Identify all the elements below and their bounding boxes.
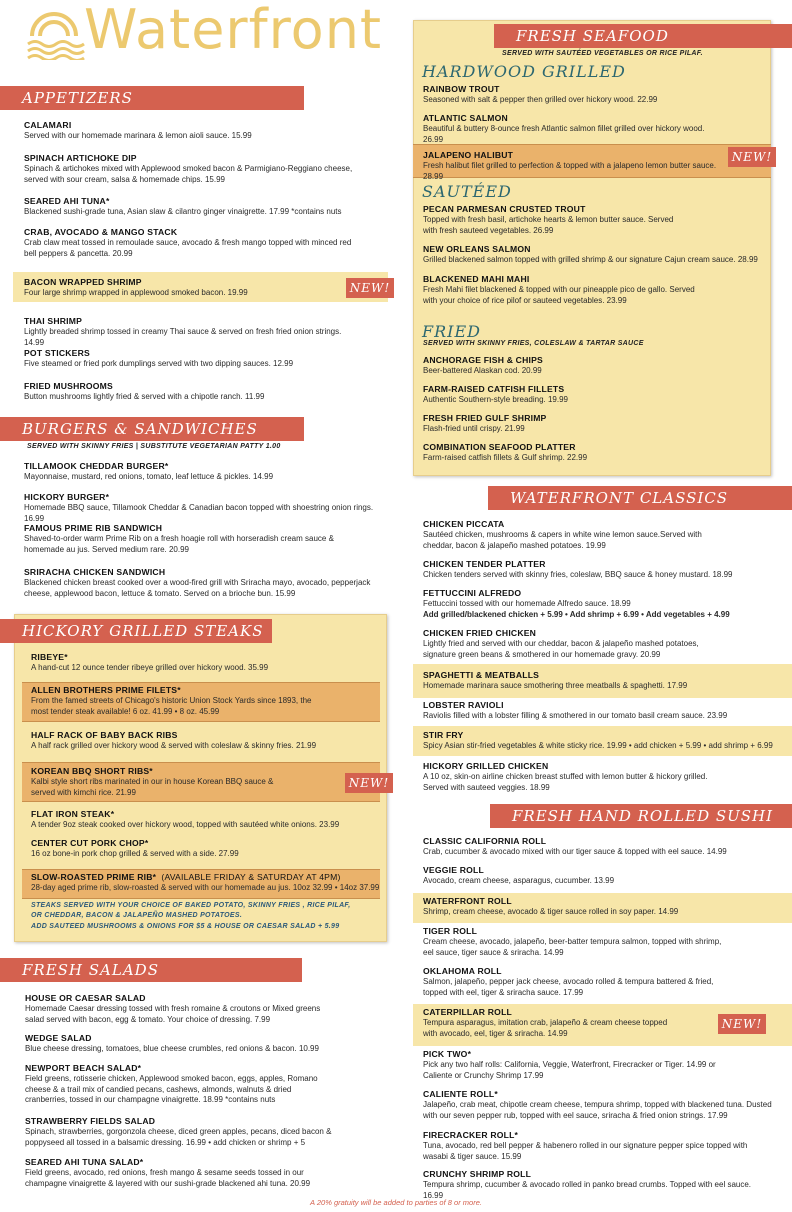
item-name: FRIED MUSHROOMS [24,381,113,391]
menu-item [423,670,788,692]
menu-item [24,227,356,259]
item-description: Mayonnaise, mustard, red onions, tomato, leaf lettuce & pickles. 14.99 [24,472,274,481]
item-description: From the famed streets of Chicago's historic Union Stock Yards since 1893, the most tender steak available! 6 oz. 41.99 • 8 oz. 45.99 [31,696,312,716]
item-name: FRESH FRIED GULF SHRIMP [423,413,547,423]
item-name: CALIENTE ROLL* [423,1089,498,1099]
item-name: PECAN PARMESAN CRUSTED TROUT [423,204,586,214]
item-description: Farm-raised catfish fillets & Gulf shrimp. 22.99 [423,453,588,462]
menu-item [423,836,773,858]
item-name: FAMOUS PRIME RIB SANDWICH [24,523,163,533]
menu-item [423,761,788,793]
menu-item [25,1157,335,1189]
item-name: JALAPENO HALIBUT [423,150,514,160]
item-description: Field greens, rotisserie chicken, Applewood smoked bacon, eggs, apples, Romano cheese & a trail mix of candied pecans, cashews, almonds, walnuts & dried cranberries, tossed in our champagne vinaigrette. 18.99 *contains nuts [25,1074,318,1104]
menu-item [24,348,356,370]
item-name: SLOW-ROASTED PRIME RIB* (AVAILABLE FRIDAY & SATURDAY AT 4PM) [31,872,341,882]
item-description: Add grilled/blackened chicken + 5.99 • Add shrimp + 6.99 • Add vegetables + 4.99 [423,609,730,619]
menu-item [423,966,773,998]
item-name: SEARED AHI TUNA* [24,196,110,206]
item-name: THAI SHRIMP [24,316,83,326]
grilled-subheader: HARDWOOD GRILLED [422,62,626,81]
item-name: FETTUCCINI ALFREDO [423,588,522,598]
menu-item [423,113,723,145]
menu-item [423,1169,773,1201]
item-description: Shaved-to-order warm Prime Rib on a fresh hoagie roll with horseradish cream sauce & homemade au jus. Served medium rare. 20.99 [24,534,334,554]
item-description: Blackened sushi-grade tuna, Asian slaw & cilantro ginger vinaigrette. 17.99 *contains nuts [24,207,342,216]
seafood-header: FRESH SEAFOOD [494,24,792,48]
menu-item [423,1049,773,1081]
new-badge: NEW! [728,147,776,167]
menu-item [24,492,374,524]
item-description: Tuna, avocado, red bell pepper & habenero rolled in our signature pepper spice topped with wasabi & tiger sauce. 15.99 [423,1141,748,1161]
item-name: STIR FRY [423,730,464,740]
sauteed-subheader: SAUTÉED [422,182,512,201]
item-description: Spicy Asian stir-fried vegetables & white sticky rice. 19.99 • add chicken + 5.99 • add shrimp + 6.99 [423,741,773,750]
item-name: HICKORY BURGER* [24,492,110,502]
item-name: NEWPORT BEACH SALAD* [25,1063,142,1073]
menu-item [423,865,773,887]
item-name: PICK TWO* [423,1049,472,1059]
fried-note: SERVED WITH SKINNY FRIES, COLESLAW & TARTAR SAUCE [423,340,644,347]
fried-subheader: FRIED [422,322,481,341]
menu-item [423,926,773,958]
steaks-header: HICKORY GRILLED STEAKS [0,619,272,643]
item-name: NEW ORLEANS SALMON [423,244,531,254]
item-description: 28-day aged prime rib, slow-roasted & served with our homemade au jus. 10oz 32.99 • 14oz 37.99 [31,883,380,892]
item-name: KOREAN BBQ SHORT RIBS* [31,766,153,776]
item-name: BACON WRAPPED SHRIMP [24,277,142,287]
menu-item [423,1130,773,1162]
menu-item [31,685,381,717]
item-name: ANCHORAGE FISH & CHIPS [423,355,543,365]
menu-item [423,730,788,752]
menu-item [423,384,723,406]
item-description: Salmon, jalapeño, pepper jack cheese, avocado rolled & tempura battered & fried, topped with eel, tiger & sriracha sauce. 17.99 [423,977,714,997]
menu-item [423,204,763,236]
menu-item [31,766,381,798]
item-name: FARM-RAISED CATFISH FILLETS [423,384,565,394]
item-description: Button mushrooms lightly fried & served with a chipotle ranch. 11.99 [24,392,265,401]
menu-item [423,150,723,182]
item-description: Sautéed chicken, mushrooms & capers in white wine lemon sauce.Served with cheddar, bacon & jalapeño mashed potatoes. 19.99 [423,530,702,550]
item-description: Four large shrimp wrapped in applewood smoked bacon. 19.99 [24,288,248,297]
item-description: Tempura shrimp, cucumber & avocado rolled in panko bread crumbs. Topped with eel sauce. 16.99 [423,1180,752,1200]
item-description: A hand-cut 12 ounce tender ribeye grilled over hickory wood. 35.99 [31,663,269,672]
brand-logo [26,2,386,68]
item-name: CHICKEN FRIED CHICKEN [423,628,537,638]
item-name: VEGGIE ROLL [423,865,484,875]
item-name: CRUNCHY SHRIMP ROLL [423,1169,532,1179]
item-description: Grilled blackened salmon topped with grilled shrimp & our signature Cajun cream sauce. 28.99 [423,255,758,264]
item-description: Homemade Caesar dressing tossed with fresh romaine & croutons or Mixed greens salad served with bacon, egg & tomato. Your choice of dressing. 7.99 [25,1004,321,1024]
item-description: Avocado, cream cheese, asparagus, cucumber. 13.99 [423,876,615,885]
menu-item [24,567,374,599]
item-name: POT STICKERS [24,348,90,358]
menu-item [423,896,773,918]
item-name: HOUSE OR CAESAR SALAD [25,993,146,1003]
item-description: Crab, cucumber & avocado mixed with our tiger sauce & topped with eel sauce. 14.99 [423,847,727,856]
item-name: CENTER CUT PORK CHOP* [31,838,149,848]
item-name: ALLEN BROTHERS PRIME FILETS* [31,685,181,695]
item-name: FIRECRACKER ROLL* [423,1130,519,1140]
item-description: Fresh Mahi filet blackened & topped with our pineapple pico de gallo. Served with your choice of rice pilof or sauteed vegetables. 23.99 [423,285,695,305]
menu-item [31,872,381,894]
gratuity-note: A 20% gratuity will be added to parties of 8 or more. [310,1198,482,1207]
menu-item [24,277,356,299]
item-description: Blackened chicken breast cooked over a wood-fired grill with Sriracha mayo, avocado, pepperjack cheese, applewood bacon, lettuce & tomato. Served on a brioche bun. 15.99 [24,578,371,598]
item-name: SEARED AHI TUNA SALAD* [25,1157,144,1167]
item-description: Beautiful & buttery 8-ounce fresh Atlantic salmon fillet grilled over hickory wood. 26.99 [423,124,705,144]
item-description: Flash-fried until crispy. 21.99 [423,424,525,433]
menu-item [423,628,788,660]
item-name: TILLAMOOK CHEDDAR BURGER* [24,461,169,471]
item-name: CHICKEN TENDER PLATTER [423,559,546,569]
menu-item [423,559,788,581]
item-description: Lightly breaded shrimp tossed in creamy Thai sauce & served on fresh fried onion strings. 14.99 [24,327,342,347]
item-description: Crab claw meat tossed in remoulade sauce, avocado & fresh mango topped with minced red bell peppers & pancetta. 20.99 [24,238,352,258]
menu-item [24,196,356,218]
menu-item [24,153,356,185]
item-name: STRAWBERRY FIELDS SALAD [25,1116,156,1126]
item-name: HALF RACK OF BABY BACK RIBS [31,730,178,740]
menu-item [31,809,381,831]
item-name: WATERFRONT ROLL [423,896,512,906]
item-name: SRIRACHA CHICKEN SANDWICH [24,567,166,577]
item-name: FLAT IRON STEAK* [31,809,115,819]
item-description: A half rack grilled over hickory wood & served with coleslaw & skinny fries. 21.99 [31,741,317,750]
item-description: Raviolis filled with a lobster filling & smothered in our tomato basil cream sauce. 23.99 [423,711,728,720]
steaks-note-3: ADD SAUTEED MUSHROOMS & ONIONS FOR $5 & HOUSE OR CAESAR SALAD + 5.99 [31,923,340,930]
item-description: Chicken tenders served with skinny fries, coleslaw, BBQ sauce & honey mustard. 18.99 [423,570,733,579]
menu-item [423,244,763,266]
item-description: Seasoned with salt & pepper then grilled over hickory wood. 22.99 [423,95,658,104]
item-description: Blue cheese dressing, tomatoes, blue cheese crumbles, red onions & bacon. 10.99 [25,1044,319,1053]
seafood-note: SERVED WITH SAUTÉED VEGETABLES OR RICE PILAF. [502,50,703,57]
menu-item [24,461,374,483]
item-name: BLACKENED MAHI MAHI [423,274,530,284]
item-description: Fresh halibut filet grilled to perfection & topped with a jalapeno lemon butter sauce. 28.99 [423,161,717,181]
item-description: Fettuccini tossed with our homemade Alfredo sauce. 18.99 [423,599,631,608]
item-description: Beer-battered Alaskan cod. 20.99 [423,366,542,375]
menu-item [25,993,335,1025]
item-description: Pick any two half rolls: California, Veggie, Waterfront, Firecracker or Tiger. 14.99 or Caliente or Crunchy Shrimp 17.99 [423,1060,716,1080]
item-description: Tempura asparagus, imitation crab, jalapeño & cream cheese topped with avocado, eel, tiger & sriracha. 14.99 [423,1018,668,1038]
item-description: Spinach & artichokes mixed with Applewood smoked bacon & Parmigiano-Reggiano cheese, served with sour cream, salsa & homemade chips. 15.99 [24,164,353,184]
menu-item [423,274,763,306]
item-name: WEDGE SALAD [25,1033,92,1043]
item-name: RAINBOW TROUT [423,84,500,94]
menu-item [25,1063,335,1106]
menu-item [423,84,723,106]
item-name: CHICKEN PICCATA [423,519,505,529]
item-name: RIBEYE* [31,652,68,662]
item-description: A tender 9oz steak cooked over hickory wood, topped with sautéed white onions. 23.99 [31,820,340,829]
menu-item [24,120,356,142]
item-name: ATLANTIC SALMON [423,113,508,123]
menu-item [31,652,381,674]
item-description: Five steamed or fried pork dumplings served with two dipping sauces. 12.99 [24,359,294,368]
new-badge: NEW! [718,1014,766,1034]
salads-header: FRESH SALADS [0,958,302,982]
menu-item [24,523,374,555]
item-description: Kalbi style short ribs marinated in our in house Korean BBQ sauce & served with kimchi rice. 21.99 [31,777,274,797]
appetizers-header: APPETIZERS [0,86,304,110]
steaks-note-1: STEAKS SERVED WITH YOUR CHOICE OF BAKED POTATO, SKINNY FRIES , RICE PILAF, [31,902,351,909]
menu-item [24,316,356,348]
item-name: OKLAHOMA ROLL [423,966,502,976]
sun-waves-icon [26,8,86,60]
menu-item [423,413,723,435]
menu-item [423,1089,773,1121]
item-name: CATERPILLAR ROLL [423,1007,512,1017]
item-description: Jalapeño, crab meat, chipotle cream cheese, tempura shrimp, topped with blackened tuna. Dusted with our seven pepper rub, topped with eel sauce, sriracha & fried onion strings. 17.99 [423,1100,772,1120]
item-description: Topped with fresh basil, artichoke hearts & lemon butter sauce. Served with fresh sauteed vegetables. 26.99 [423,215,674,235]
menu-item [31,838,381,860]
menu-item [423,700,788,722]
item-name: LOBSTER RAVIOLI [423,700,504,710]
item-description: Homemade marinara sauce smothering three meatballs & spaghetti. 17.99 [423,681,688,690]
menu-item [423,355,723,377]
brand-name: Waterfront [84,0,383,61]
item-name: CLASSIC CALIFORNIA ROLL [423,836,547,846]
menu-item [423,588,788,620]
item-description: Spinach, strawberries, gorgonzola cheese, diced green apples, pecans, diced bacon & poppyseed all tossed in a balsamic dressing. 16.99 • add chicken or shrimp + 5 [25,1127,332,1147]
item-name: HICKORY GRILLED CHICKEN [423,761,549,771]
item-description: Lightly fried and served with our cheddar, bacon & jalapeño mashed potatoes, signature green beans & smothered in our homemade gravy. 20.99 [423,639,699,659]
item-description: Served with our homemade marinara & lemon aioli sauce. 15.99 [24,131,252,140]
menu-item [423,442,723,464]
item-description: A 10 oz, skin-on airline chicken breast stuffed with lemon butter & hickory grilled. Served with sauteed veggies. 18.99 [423,772,708,792]
sushi-header: FRESH HAND ROLLED SUSHI [490,804,792,828]
item-description: Cream cheese, avocado, jalapeño, beer-batter tempura salmon, topped with shrimp, eel sauce, tiger sauce & sriracha. 14.99 [423,937,722,957]
item-description: 16 oz bone-in pork chop grilled & served with a side. 27.99 [31,849,239,858]
item-name: TIGER ROLL [423,926,478,936]
menu-item [25,1116,335,1148]
item-name: COMBINATION SEAFOOD PLATTER [423,442,576,452]
item-description: Authentic Southern-style breading. 19.99 [423,395,568,404]
menu-item [25,1033,335,1055]
menu-item [423,1007,773,1039]
steaks-note-2: OR CHEDDAR, BACON & JALAPEÑO MASHED POTATOES. [31,912,243,919]
item-name: SPAGHETTI & MEATBALLS [423,670,540,680]
classics-header: WATERFRONT CLASSICS [488,486,792,510]
item-name: CALAMARI [24,120,72,130]
menu-item [423,519,788,551]
item-description: Shrimp, cream cheese, avocado & tiger sauce rolled in soy paper. 14.99 [423,907,679,916]
item-description: Homemade BBQ sauce, Tillamook Cheddar & Canadian bacon topped with shoestring onion rings. 16.99 [24,503,374,523]
burgers-note: SERVED WITH SKINNY FRIES | SUBSTITUTE VEGETARIAN PATTY 1.00 [27,443,281,450]
menu-item [24,381,356,403]
item-name: SPINACH ARTICHOKE DIP [24,153,137,163]
burgers-header: BURGERS & SANDWICHES [0,417,304,441]
new-badge: NEW! [346,278,394,298]
item-description: Field greens, avocado, red onions, fresh mango & sesame seeds tossed in our champagne vinaigrette & layered with our sushi-grade blackened ahi tuna. 20.99 [25,1168,311,1188]
menu-item [31,730,381,752]
item-name: CRAB, AVOCADO & MANGO STACK [24,227,178,237]
new-badge: NEW! [345,773,393,793]
